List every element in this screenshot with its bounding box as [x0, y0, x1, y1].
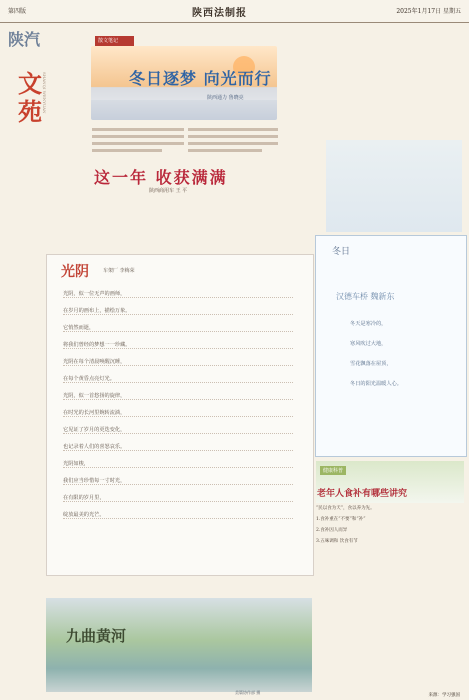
winter-poem-line: 寒风吹过大地， [350, 341, 387, 347]
column-brand [8, 30, 48, 190]
hero-byline: 陕西通力 鲁晓亮 [207, 95, 244, 101]
winter-poem-line: 雪花飘落在屋顶， [350, 361, 392, 367]
health-line: 2.食补因人而异 [316, 528, 348, 534]
issue-date: 2025年1月17日 星期五 [396, 8, 461, 15]
health-line: 3.五味调和 饮食有节 [316, 539, 358, 545]
health-article [316, 461, 464, 700]
poem-line: 它悄然而逝， [63, 324, 293, 332]
river-caption: 美篇协作部 摄 [235, 690, 261, 695]
column-title-top: 陕汽 [8, 30, 41, 49]
winter-poem-line: 冬天是寒冷的， [350, 321, 387, 327]
article-title: 这一年 收获满满 [94, 168, 228, 187]
poem-line: 光阴，似一位无声的画师， [63, 290, 293, 298]
winter-poem-card [315, 235, 467, 457]
health-line: 1.食补重在“不要”和“补” [316, 517, 366, 523]
hero-banner [91, 46, 277, 120]
page-header [0, 0, 469, 23]
poem-line: 在有限的岁月里， [63, 494, 293, 502]
poem-line: 也记录着人们的喜怒哀乐。 [63, 443, 293, 451]
poem-line: 它见证了岁月的更迭变化， [63, 426, 293, 434]
hero-title: 冬日逐梦 向光而行 [129, 69, 272, 88]
snow-hill [91, 100, 277, 120]
column-pinyin: SHANQI WENYUAN [42, 72, 47, 114]
poem-line: 在每个黄昏点亮灯光。 [63, 375, 293, 383]
intro-text-2 [188, 128, 278, 156]
poem-block-guangyin [46, 254, 314, 576]
poem-line: 在岁月的画布上，描绘万象。 [63, 307, 293, 315]
winter-poem-line: 冬日的阳光温暖人心。 [350, 381, 402, 387]
winter-poem-byline: 汉德车桥 魏新东 [336, 292, 395, 301]
river-title: 九曲黄河 [66, 627, 127, 645]
health-title: 老年人食补有哪些讲究 [317, 489, 408, 499]
poem-title: 光阴 [61, 264, 89, 280]
health-section-tag: 健康科普 [320, 466, 346, 475]
intro-text-1 [92, 128, 184, 156]
tangerine-illustration [326, 140, 462, 232]
column-title-main: 文苑 [18, 69, 42, 126]
poem-byline: 车架厂 李梅荣 [103, 268, 135, 274]
poem-line: 光阴，似一首悠扬的旋律， [63, 392, 293, 400]
poem-line: 光阴在每个清晨唤醒沉睡， [63, 358, 293, 366]
poem-line: 将我们曾经的梦想一一珍藏。 [63, 341, 293, 349]
winter-poem-title: 冬日 [332, 247, 351, 257]
poem-line: 光阴如梭， [63, 460, 293, 468]
poem-line: 在时光的长河里婉转流淌， [63, 409, 293, 417]
section-tag: 散文笔记 [95, 36, 134, 46]
health-note: 来源：学习强国 [428, 693, 460, 698]
paper-name: 陕西法制报 [192, 8, 247, 19]
page-number: 第四版 [8, 8, 27, 15]
poem-line: 我们应当珍惜每一寸时光， [63, 477, 293, 485]
article-byline: 陕西商用车 王 平 [149, 188, 188, 194]
health-line: “民以食为天”，食以养为先。 [316, 506, 375, 511]
health-body [316, 505, 464, 545]
poem-line: 绽放最美的光芒。 [63, 511, 293, 519]
